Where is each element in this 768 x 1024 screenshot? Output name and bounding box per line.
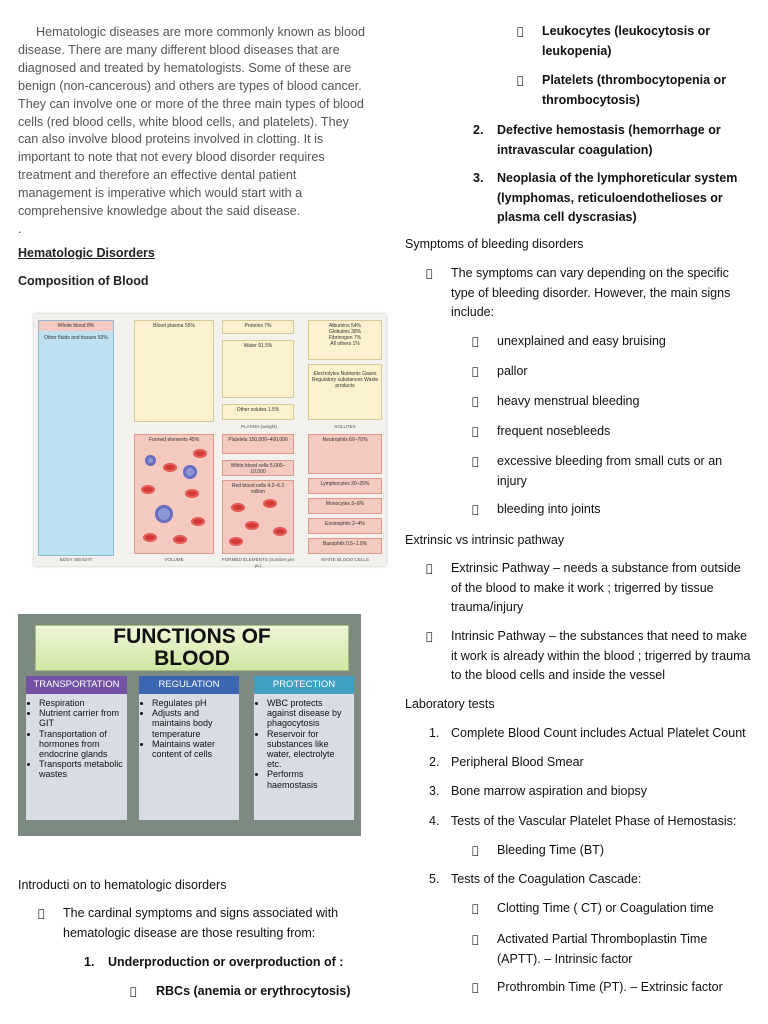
list-number: 5. [429, 872, 440, 886]
monocytes-label: Monocytes 3–8% [325, 501, 365, 507]
bullet-icon [130, 982, 156, 1002]
leukocytes-bullet [517, 22, 737, 61]
fibrinogen-label: Fibrinogen 7% [328, 335, 362, 341]
rbc-bullet [130, 982, 370, 1002]
cardinal-symptoms-bullet [38, 904, 368, 943]
cardinal-symptoms-text: The cardinal symptoms and signs associated with hematologic disease are those resulting from: [63, 906, 339, 940]
bullet-icon [472, 332, 497, 352]
bleeding-sign-text: unexplained and easy bruising [497, 334, 666, 348]
bleeding-sign-text: bleeding into joints [497, 502, 601, 516]
bullet-icon [38, 904, 63, 943]
bleeding-sign [472, 362, 742, 382]
list-number: 2. [473, 123, 484, 137]
rbc-text: RBCs (anemia or erythrocytosis) [156, 984, 351, 998]
solutes-box [308, 364, 382, 420]
list-number: 4. [429, 814, 440, 828]
monocytes-box [308, 498, 382, 514]
whole-blood-label: Whole blood 8% [39, 321, 113, 331]
bullet-icon [517, 71, 542, 110]
white-cell-icon [155, 505, 173, 523]
transportation-header: TRANSPORTATION [26, 676, 127, 694]
albumins-label: Albumins 54% [329, 323, 361, 329]
regulation-header: REGULATION [139, 676, 239, 694]
red-cell-icon [143, 533, 157, 542]
protection-item: • Reservoir for substances like water, electrolyte etc. [267, 729, 351, 770]
disorder-item-1 [84, 953, 384, 973]
plasma-weight-caption: PLASMA (weight) [241, 424, 277, 429]
red-cell-icon [173, 535, 187, 544]
all-others-label: All others 1% [330, 341, 360, 347]
bleeding-sign-text: heavy menstrual bleeding [497, 394, 640, 408]
protection-header: PROTECTION [254, 676, 354, 694]
regulation-item: • Maintains water content of cells [152, 739, 236, 759]
functions-title-band [35, 625, 349, 671]
other-fluids-bar [38, 320, 114, 556]
wbc-count-box [222, 460, 294, 476]
heading-bleeding-symptoms: Symptoms of bleeding disorders [405, 237, 584, 251]
bleeding-time-text: Bleeding Time (BT) [497, 843, 604, 857]
stray-dot: . [18, 222, 22, 236]
platelets-text: Platelets (thrombocytopenia or thrombocytosis) [542, 73, 727, 107]
regulation-list [139, 694, 239, 820]
protection-list [254, 694, 354, 820]
wbc-count-label: White blood cells 5,000–10,000 [230, 463, 286, 475]
rbc-count-label: Red blood cells 4.2–6.2 million [231, 483, 285, 495]
bleeding-sign [472, 500, 742, 520]
list-number: 3. [473, 171, 484, 185]
lab-test-item [429, 782, 759, 802]
rbc-count-box [222, 480, 294, 554]
aptt-text: Activated Partial Thromboplastin Time (APTT). – Intrinsic factor [497, 932, 708, 966]
extrinsic-bullet [426, 559, 751, 618]
disorder-item-2 [473, 121, 738, 160]
bleeding-intro-bullet [426, 264, 746, 323]
proteins-label: Proteins 7% [244, 323, 272, 329]
lab-test-text: Tests of the Coagulation Cascade: [451, 872, 642, 886]
bullet-icon [472, 930, 497, 969]
list-number: 3. [429, 784, 440, 798]
bleeding-sign-text: pallor [497, 364, 528, 378]
bullet-icon [472, 978, 497, 998]
disorder-item-2-text: Defective hemostasis (hemorrhage or intravascular coagulation) [497, 123, 721, 157]
water-box [222, 340, 294, 398]
intrinsic-bullet [426, 627, 751, 686]
protein-types-box [308, 320, 382, 360]
bleeding-time-bullet [472, 841, 742, 861]
list-number: 1. [429, 726, 440, 740]
eosinophils-box [308, 518, 382, 534]
lab-test-text: Bone marrow aspiration and biopsy [451, 784, 647, 798]
body-weight-caption: BODY WEIGHT [59, 557, 93, 562]
red-cell-icon [163, 463, 177, 472]
bleeding-intro-text: The symptoms can vary depending on the specific type of bleeding disorder. However, the main signs include: [451, 266, 731, 319]
heading-composition-of-blood: Composition of Blood [18, 274, 149, 288]
heading-hematologic-disorders: Hematologic Disorders [18, 246, 155, 260]
transport-item: • Nutrient carrier from GIT [39, 708, 124, 728]
platelets-box [222, 434, 294, 454]
lymphocytes-label: Lymphocytes 20–25% [320, 481, 370, 487]
bullet-icon [472, 841, 497, 861]
bleeding-sign [472, 392, 742, 412]
lab-test-item [429, 870, 759, 890]
eosinophils-label: Eosinophils 2–4% [325, 521, 365, 527]
transport-item: • Respiration [39, 698, 124, 708]
disorder-item-3-text: Neoplasia of the lymphoreticular system (lymphomas, reticuloendothelioses or plasma cell dyscrasias) [497, 171, 738, 224]
red-cell-icon [273, 527, 287, 536]
bleeding-sign [472, 452, 742, 491]
intro-paragraph: Hematologic diseases are more commonly known as blood disease. There are many different blood diseases that are diagnosed and treated by hematologists. Some of these are benign (non-cancerous) and others are types of blood cancer. They can involve one or more of the three main types of blood cells (red blood cells, white blood cells, and platelets). They can also involve blood proteins involved in clotting. It is important to note that not every blood disorder requires treatment and therefore an effective dental patient management is imperative which would start with a comprehensive knowledge about the said disease. [18, 25, 365, 219]
bullet-icon [472, 899, 497, 919]
list-number: 2. [429, 755, 440, 769]
pt-bullet [472, 978, 752, 998]
list-number: 1. [84, 955, 95, 969]
lab-test-text: Complete Blood Count includes Actual Platelet Count [451, 726, 746, 740]
neutrophils-label: Neutrophils 60–70% [322, 437, 368, 443]
leukocytes-text: Leukocytes (leukocytosis or leukopenia) [542, 24, 711, 58]
protection-item: • WBC protects against disease by phagocytosis [267, 698, 351, 729]
intrinsic-text: Intrinsic Pathway – the substances that need to make it work is already within the blood ; trigerred by trauma to the blood cells and inside the vessel [451, 629, 751, 682]
regulation-item: • Adjusts and maintains body temperature [152, 708, 236, 739]
clotting-time-text: Clotting Time ( CT) or Coagulation time [497, 901, 714, 915]
red-cell-icon [245, 521, 259, 530]
red-cell-icon [263, 499, 277, 508]
solutes-list: Electrolytes Nutrients Gases Regulatory substances Waste products [311, 371, 379, 389]
transport-item: • Transportation of hormones from endocrine glands [39, 729, 124, 760]
red-cell-icon [185, 489, 199, 498]
red-cell-icon [193, 449, 207, 458]
composition-of-blood-figure [34, 314, 386, 566]
red-cell-icon [191, 517, 205, 526]
bullet-icon [517, 22, 542, 61]
bullet-icon [426, 627, 451, 686]
white-cell-icon [145, 455, 156, 466]
basophils-box [308, 538, 382, 554]
clotting-time-bullet [472, 899, 742, 919]
neutrophils-box [308, 434, 382, 474]
lab-test-item [429, 812, 759, 832]
blood-plasma-box [134, 320, 214, 422]
functions-title-line1: FUNCTIONS OF [113, 625, 271, 648]
platelets-bullet [517, 71, 737, 110]
proteins-box [222, 320, 294, 334]
lymphocytes-box [308, 478, 382, 494]
other-solutes-label: Other solutes 1.5% [236, 407, 280, 413]
plasma-label: Blood plasma 55% [153, 323, 195, 329]
bleeding-sign [472, 422, 742, 442]
lab-test-item [429, 753, 759, 773]
extrinsic-text: Extrinsic Pathway – needs a substance from outside of the blood to make it work ; trigerred by tissue trauma/injury [451, 561, 741, 614]
red-cell-icon [231, 503, 245, 512]
bullet-icon [472, 500, 497, 520]
bullet-icon [426, 559, 451, 618]
water-label: Water 91.5% [243, 343, 273, 349]
other-solutes-box [222, 404, 294, 420]
bullet-icon [472, 422, 497, 442]
heading-intro-disorders: Introducti on to hematologic disorders [18, 878, 227, 892]
transport-item: • Transports metabolic wastes [39, 759, 124, 779]
platelets-label: Platelets 150,000–400,000 [228, 437, 288, 443]
globulins-label: Globulins 38% [328, 329, 362, 335]
basophils-label: Basophils 0.5–1.0% [322, 541, 368, 547]
regulation-item: • Regulates pH [152, 698, 236, 708]
heading-lab-tests: Laboratory tests [405, 697, 495, 711]
red-cell-icon [141, 485, 155, 494]
formed-elements-label: Formed elements 45% [148, 437, 200, 443]
functions-of-blood-figure [18, 614, 361, 836]
white-cell-icon [183, 465, 197, 479]
solutes-caption: SOLUTES [334, 424, 356, 429]
bullet-icon [426, 264, 451, 323]
pt-text: Prothrombin Time (PT). – Extrinsic factor [497, 980, 723, 994]
lab-test-item [429, 724, 759, 744]
lab-test-text: Tests of the Vascular Platelet Phase of Hemostasis: [451, 814, 737, 828]
aptt-bullet [472, 930, 742, 969]
lab-test-text: Peripheral Blood Smear [451, 755, 584, 769]
bullet-icon [472, 362, 497, 382]
disorder-item-1-text: Underproduction or overproduction of : [108, 955, 344, 969]
protection-item: • Performs haemostasis [267, 769, 351, 789]
other-fluids-label: Other fluids and tissues 92% [44, 335, 108, 341]
disorder-item-3 [473, 169, 738, 228]
bleeding-sign-text: excessive bleeding from small cuts or an injury [497, 454, 723, 488]
volume-caption: VOLUME [164, 557, 184, 562]
formed-elements-caption: FORMED ELEMENTS (number per µL) [221, 557, 295, 568]
bullet-icon [472, 452, 497, 491]
formed-elements-box [134, 434, 214, 554]
transportation-list [26, 694, 127, 820]
heading-pathway: Extrinsic vs intrinsic pathway [405, 533, 565, 547]
bleeding-sign [472, 332, 742, 352]
white-blood-cells-caption: WHITE BLOOD CELLS [321, 557, 369, 562]
functions-title-line2: BLOOD [154, 647, 230, 670]
red-cell-icon [229, 537, 243, 546]
bleeding-sign-text: frequent nosebleeds [497, 424, 611, 438]
bullet-icon [472, 392, 497, 412]
